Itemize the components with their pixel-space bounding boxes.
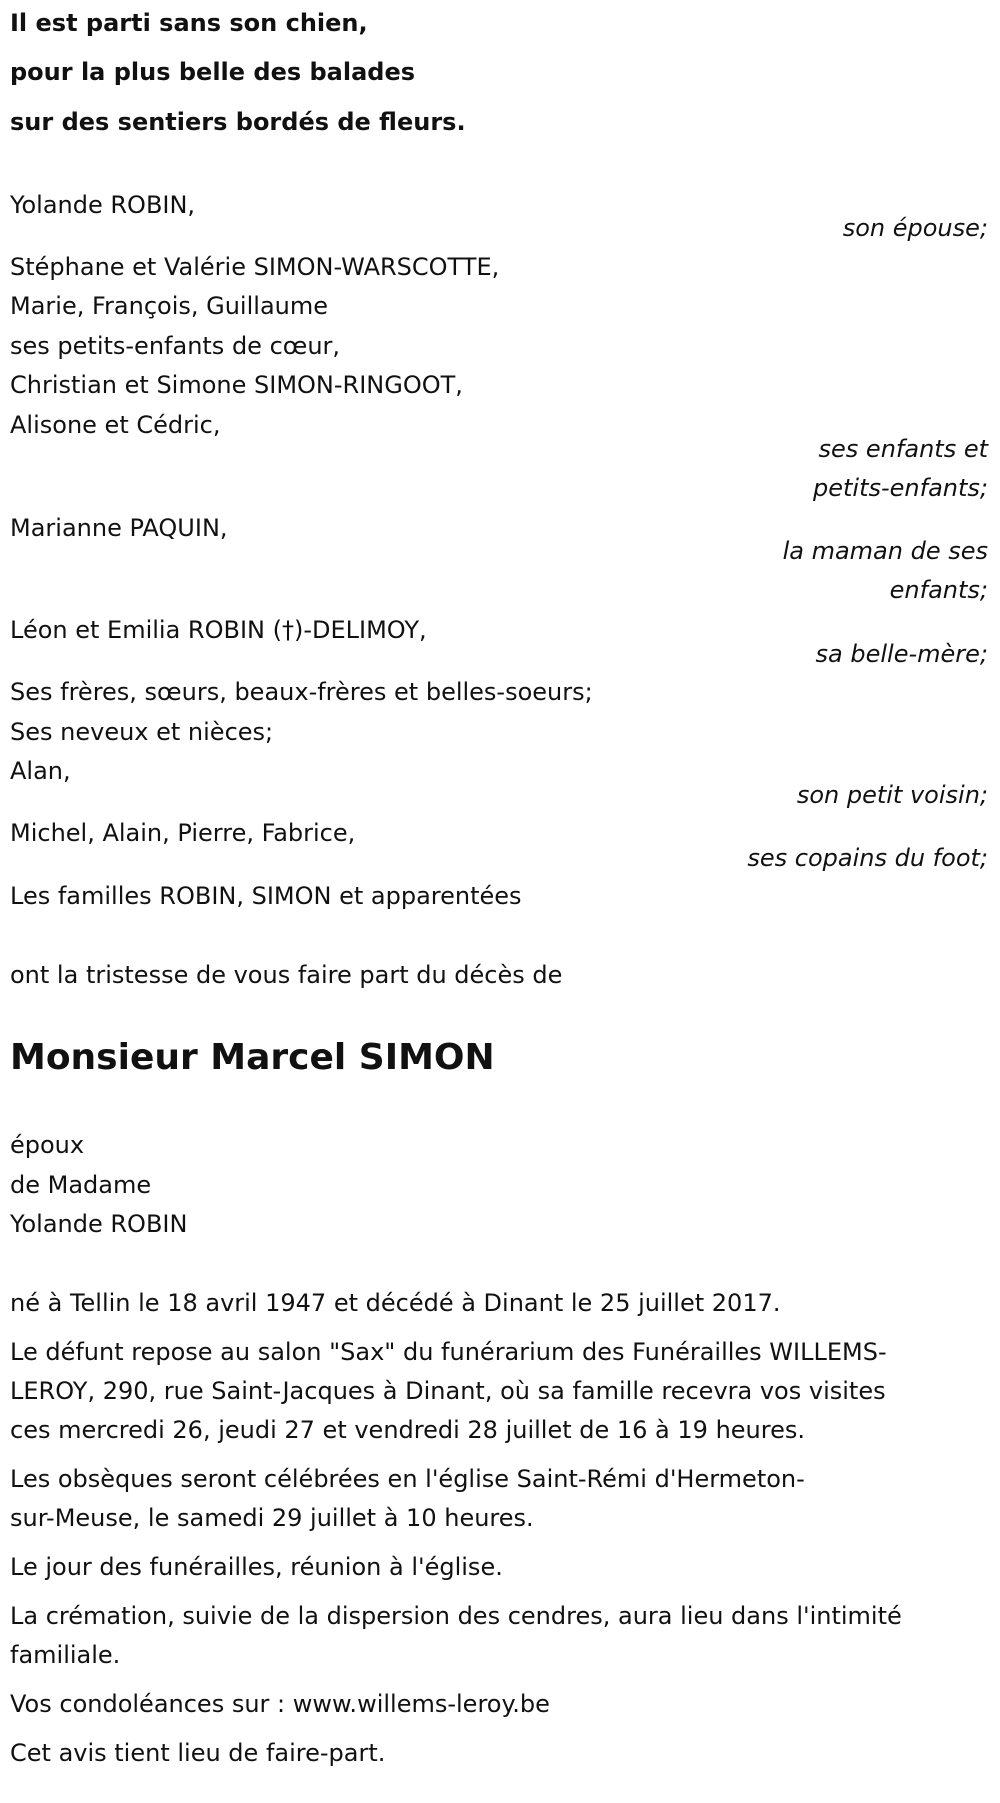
- deceased-name: Monsieur Marcel SIMON: [10, 1037, 495, 1078]
- family-member: Christian et Simone SIMON-RINGOOT,: [10, 371, 463, 399]
- birth-death-line: né à Tellin le 18 avril 1947 et décédé à Dinant le 25 juillet 2017.: [10, 1289, 781, 1317]
- family-member: Ses frères, sœurs, beaux-frères et belles-soeurs;: [10, 678, 593, 706]
- family-member: Ses neveux et nièces;: [10, 718, 274, 746]
- family-role: ses enfants et: [818, 435, 988, 463]
- repose-line: Le défunt repose au salon "Sax" du funérarium des Funérailles WILLEMS-: [10, 1338, 887, 1366]
- family-member: Marianne PAQUIN,: [10, 514, 228, 542]
- family-member: Stéphane et Valérie SIMON-WARSCOTTE,: [10, 253, 500, 281]
- cremation-line: familiale.: [10, 1641, 121, 1669]
- family-role: petits-enfants;: [813, 474, 988, 502]
- repose-line: ces mercredi 26, jeudi 27 et vendredi 28 juillet de 16 à 19 heures.: [10, 1416, 805, 1444]
- family-member: ses petits-enfants de cœur,: [10, 332, 341, 360]
- family-role: la maman de ses: [782, 537, 988, 565]
- family-member: Marie, François, Guillaume: [10, 292, 328, 320]
- family-role: ses copains du foot;: [747, 844, 988, 872]
- obseques-line: Les obsèques seront célébrées en l'église Saint-Rémi d'Hermeton-: [10, 1465, 805, 1493]
- spouse-line: époux: [10, 1131, 85, 1159]
- repose-line: LEROY, 290, rue Saint-Jacques à Dinant, où sa famille recevra vos visites: [10, 1377, 886, 1405]
- obseques-line: sur-Meuse, le samedi 29 juillet à 10 heures.: [10, 1504, 534, 1532]
- family-role: son épouse;: [842, 214, 988, 242]
- family-member: Yolande ROBIN,: [10, 191, 196, 219]
- family-member: Alisone et Cédric,: [10, 411, 221, 439]
- condoleances-line: Vos condoléances sur : www.willems-leroy.be: [10, 1690, 550, 1718]
- poem-line: Il est parti sans son chien,: [10, 9, 368, 37]
- poem-line: pour la plus belle des balades: [10, 58, 416, 86]
- reunion-line: Le jour des funérailles, réunion à l'église.: [10, 1553, 503, 1581]
- cremation-line: La crémation, suivie de la dispersion des cendres, aura lieu dans l'intimité: [10, 1602, 902, 1630]
- family-member: Les familles ROBIN, SIMON et apparentées: [10, 882, 522, 910]
- family-member: Alan,: [10, 757, 71, 785]
- family-role: son petit voisin;: [796, 781, 988, 809]
- family-member: Michel, Alain, Pierre, Fabrice,: [10, 819, 356, 847]
- poem-line: sur des sentiers bordés de fleurs.: [10, 108, 466, 136]
- family-role: enfants;: [889, 576, 988, 604]
- spouse-line: de Madame: [10, 1171, 152, 1199]
- family-role: sa belle-mère;: [815, 640, 988, 668]
- family-member: Léon et Emilia ROBIN (†)-DELIMOY,: [10, 616, 427, 644]
- announcement-text: ont la tristesse de vous faire part du décès de: [10, 961, 563, 989]
- faire-part-line: Cet avis tient lieu de faire-part.: [10, 1739, 386, 1767]
- spouse-line: Yolande ROBIN: [10, 1210, 188, 1238]
